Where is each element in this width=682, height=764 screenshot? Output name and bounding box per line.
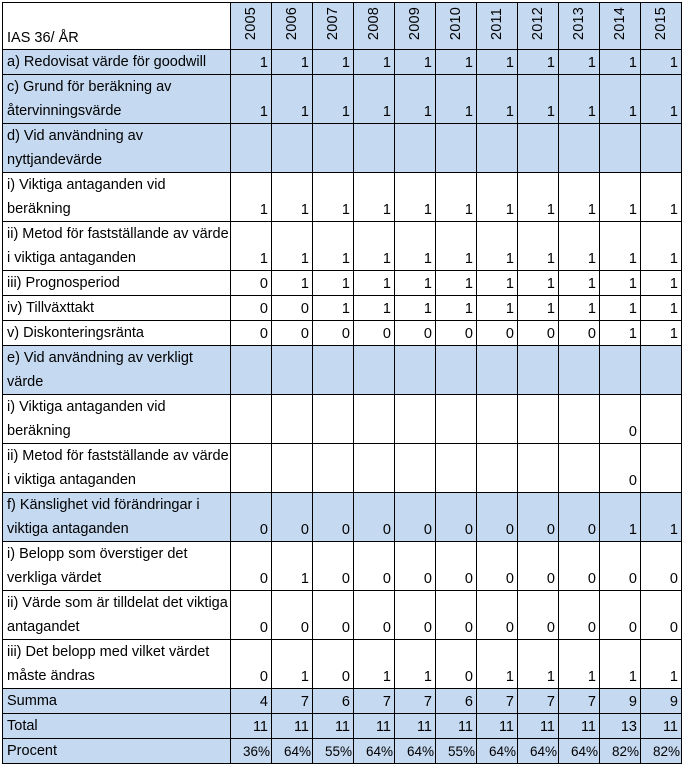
value-cell[interactable]: 1	[641, 173, 682, 222]
value-cell[interactable]: 0	[354, 493, 395, 542]
value-cell[interactable]: 9	[600, 689, 641, 714]
value-cell[interactable]: 0	[559, 542, 600, 591]
table-row	[3, 395, 682, 444]
year-header[interactable]: 2007	[313, 3, 354, 50]
ias36-disclosure-table	[2, 2, 682, 764]
value-cell[interactable]: 1	[272, 271, 313, 296]
value-cell[interactable]: 1	[395, 50, 436, 75]
value-cell[interactable]: 0	[518, 591, 559, 640]
value-cell[interactable]: 1	[395, 640, 436, 689]
value-cell[interactable]	[641, 124, 682, 173]
value-cell[interactable]: 11	[518, 714, 559, 739]
value-cell[interactable]: 0	[231, 640, 272, 689]
value-cell[interactable]: 1	[231, 75, 272, 124]
value-cell[interactable]: 1	[559, 296, 600, 321]
value-cell[interactable]: 0	[518, 493, 559, 542]
table-row	[3, 689, 682, 714]
value-cell[interactable]: 1	[559, 75, 600, 124]
table-row	[3, 714, 682, 739]
value-cell[interactable]: 1	[354, 296, 395, 321]
value-cell[interactable]: 0	[436, 493, 477, 542]
value-cell[interactable]: 1	[231, 222, 272, 271]
row-label[interactable]: Total	[3, 714, 231, 739]
value-cell[interactable]: 0	[395, 542, 436, 591]
value-cell[interactable]: 1	[477, 173, 518, 222]
value-cell[interactable]: 36%	[231, 739, 272, 764]
value-cell[interactable]: 1	[600, 222, 641, 271]
value-cell[interactable]: 0	[436, 591, 477, 640]
value-cell[interactable]: 0	[272, 296, 313, 321]
value-cell[interactable]: 1	[395, 173, 436, 222]
value-cell[interactable]: 0	[559, 591, 600, 640]
value-cell[interactable]	[313, 395, 354, 444]
value-cell[interactable]: 1	[313, 50, 354, 75]
value-cell[interactable]	[559, 346, 600, 395]
value-cell[interactable]	[641, 346, 682, 395]
row-label[interactable]: v) Diskonteringsränta	[3, 321, 231, 346]
value-cell[interactable]: 13	[600, 714, 641, 739]
value-cell[interactable]: 0	[518, 542, 559, 591]
row-label[interactable]: ii) Metod för fastställande av värde i viktiga antaganden	[3, 444, 231, 493]
value-cell[interactable]: 64%	[559, 739, 600, 764]
value-cell[interactable]: 7	[354, 689, 395, 714]
value-cell[interactable]	[477, 346, 518, 395]
value-cell[interactable]: 1	[641, 271, 682, 296]
row-label[interactable]: iii) Prognosperiod	[3, 271, 231, 296]
value-cell[interactable]: 1	[518, 173, 559, 222]
value-cell[interactable]	[231, 395, 272, 444]
value-cell[interactable]: 0	[641, 542, 682, 591]
value-cell[interactable]: 1	[477, 640, 518, 689]
value-cell[interactable]: 1	[641, 640, 682, 689]
value-cell[interactable]: 1	[436, 75, 477, 124]
value-cell[interactable]: 0	[436, 640, 477, 689]
value-cell[interactable]: 1	[641, 222, 682, 271]
value-cell[interactable]: 6	[313, 689, 354, 714]
value-cell[interactable]: 1	[559, 50, 600, 75]
value-cell[interactable]: 1	[395, 222, 436, 271]
value-cell[interactable]: 1	[436, 222, 477, 271]
value-cell[interactable]	[518, 395, 559, 444]
row-label[interactable]: f) Känslighet vid förändringar i viktiga antaganden	[3, 493, 231, 542]
value-cell[interactable]: 1	[272, 222, 313, 271]
value-cell[interactable]: 11	[559, 714, 600, 739]
value-cell[interactable]: 0	[600, 395, 641, 444]
value-cell[interactable]	[600, 346, 641, 395]
table-row	[3, 346, 682, 395]
value-cell[interactable]: 64%	[272, 739, 313, 764]
value-cell[interactable]: 1	[354, 75, 395, 124]
table-row	[3, 173, 682, 222]
value-cell[interactable]: 7	[395, 689, 436, 714]
value-cell[interactable]: 0	[313, 542, 354, 591]
year-header[interactable]: 2009	[395, 3, 436, 50]
value-cell[interactable]: 1	[477, 75, 518, 124]
value-cell[interactable]: 1	[600, 75, 641, 124]
value-cell[interactable]: 0	[231, 591, 272, 640]
value-cell[interactable]: 11	[641, 714, 682, 739]
value-cell[interactable]: 1	[313, 271, 354, 296]
value-cell[interactable]	[641, 444, 682, 493]
value-cell[interactable]: 1	[313, 75, 354, 124]
value-cell[interactable]: 82%	[600, 739, 641, 764]
row-label[interactable]: Procent	[3, 739, 231, 764]
value-cell[interactable]: 0	[600, 591, 641, 640]
value-cell[interactable]: 1	[600, 173, 641, 222]
value-cell[interactable]: 1	[559, 173, 600, 222]
value-cell[interactable]	[518, 346, 559, 395]
value-cell[interactable]: 1	[272, 542, 313, 591]
value-cell[interactable]: 82%	[641, 739, 682, 764]
value-cell[interactable]	[395, 346, 436, 395]
value-cell[interactable]: 0	[231, 271, 272, 296]
value-cell[interactable]: 1	[600, 321, 641, 346]
value-cell[interactable]	[395, 124, 436, 173]
value-cell[interactable]: 1	[641, 296, 682, 321]
table-row	[3, 124, 682, 173]
value-cell[interactable]: 7	[272, 689, 313, 714]
row-label[interactable]: i) Belopp som överstiger det verkliga värdet	[3, 542, 231, 591]
value-cell[interactable]	[395, 395, 436, 444]
row-label[interactable]: ii) Metod för fastställande av värde i viktiga antaganden	[3, 222, 231, 271]
value-cell[interactable]: 1	[354, 50, 395, 75]
value-cell[interactable]: 0	[354, 542, 395, 591]
header-row	[3, 3, 682, 50]
value-cell[interactable]: 0	[395, 591, 436, 640]
table-row	[3, 222, 682, 271]
year-header[interactable]: 2010	[436, 3, 477, 50]
value-cell[interactable]: 11	[313, 714, 354, 739]
value-cell[interactable]	[518, 444, 559, 493]
value-cell[interactable]: 9	[641, 689, 682, 714]
value-cell[interactable]	[231, 124, 272, 173]
row-label[interactable]: Summa	[3, 689, 231, 714]
value-cell[interactable]	[559, 395, 600, 444]
value-cell[interactable]: 0	[559, 321, 600, 346]
value-cell[interactable]: 11	[272, 714, 313, 739]
value-cell[interactable]: 1	[272, 50, 313, 75]
value-cell[interactable]: 1	[477, 50, 518, 75]
value-cell[interactable]: 6	[436, 689, 477, 714]
year-header[interactable]: 2005	[231, 3, 272, 50]
value-cell[interactable]	[436, 346, 477, 395]
value-cell[interactable]: 1	[231, 50, 272, 75]
value-cell[interactable]: 1	[354, 173, 395, 222]
value-cell[interactable]: 7	[518, 689, 559, 714]
value-cell[interactable]: 1	[436, 271, 477, 296]
value-cell[interactable]	[313, 346, 354, 395]
value-cell[interactable]	[395, 444, 436, 493]
row-label[interactable]: iv) Tillväxttakt	[3, 296, 231, 321]
value-cell[interactable]: 0	[272, 493, 313, 542]
value-cell[interactable]: 1	[518, 75, 559, 124]
value-cell[interactable]	[354, 346, 395, 395]
value-cell[interactable]	[518, 124, 559, 173]
value-cell[interactable]: 11	[436, 714, 477, 739]
value-cell[interactable]: 1	[272, 173, 313, 222]
row-label[interactable]: i) Viktiga antaganden vid beräkning	[3, 173, 231, 222]
value-cell[interactable]: 0	[231, 321, 272, 346]
value-cell[interactable]: 1	[518, 271, 559, 296]
value-cell[interactable]: 0	[477, 542, 518, 591]
value-cell[interactable]	[436, 444, 477, 493]
value-cell[interactable]: 1	[313, 222, 354, 271]
table-row	[3, 542, 682, 591]
value-cell[interactable]: 1	[436, 50, 477, 75]
value-cell[interactable]: 1	[641, 50, 682, 75]
value-cell[interactable]: 11	[231, 714, 272, 739]
value-cell[interactable]: 0	[477, 321, 518, 346]
value-cell[interactable]: 1	[272, 640, 313, 689]
value-cell[interactable]	[559, 124, 600, 173]
value-cell[interactable]: 1	[354, 271, 395, 296]
value-cell[interactable]	[354, 444, 395, 493]
row-label[interactable]: d) Vid användning av nyttjandevärde	[3, 124, 231, 173]
value-cell[interactable]: 1	[395, 296, 436, 321]
row-label[interactable]: ii) Värde som är tilldelat det viktiga antagandet	[3, 591, 231, 640]
value-cell[interactable]	[231, 444, 272, 493]
value-cell[interactable]: 1	[518, 640, 559, 689]
value-cell[interactable]: 64%	[518, 739, 559, 764]
value-cell[interactable]: 0	[477, 591, 518, 640]
value-cell[interactable]	[477, 395, 518, 444]
value-cell[interactable]: 0	[313, 591, 354, 640]
value-cell[interactable]	[354, 124, 395, 173]
value-cell[interactable]: 0	[600, 542, 641, 591]
value-cell[interactable]: 1	[641, 493, 682, 542]
value-cell[interactable]	[231, 346, 272, 395]
value-cell[interactable]: 11	[477, 714, 518, 739]
value-cell[interactable]: 1	[354, 640, 395, 689]
value-cell[interactable]	[477, 444, 518, 493]
value-cell[interactable]: 0	[354, 591, 395, 640]
value-cell[interactable]: 0	[559, 493, 600, 542]
value-cell[interactable]: 0	[600, 444, 641, 493]
value-cell[interactable]: 1	[559, 640, 600, 689]
year-header[interactable]: 2011	[477, 3, 518, 50]
value-cell[interactable]: 1	[600, 493, 641, 542]
value-cell[interactable]: 64%	[477, 739, 518, 764]
value-cell[interactable]: 0	[313, 493, 354, 542]
year-header[interactable]: 2006	[272, 3, 313, 50]
value-cell[interactable]: 0	[313, 321, 354, 346]
value-cell[interactable]	[436, 395, 477, 444]
year-header[interactable]: 2014	[600, 3, 641, 50]
value-cell[interactable]: 1	[641, 75, 682, 124]
row-label[interactable]: i) Viktiga antaganden vid beräkning	[3, 395, 231, 444]
value-cell[interactable]: 1	[600, 296, 641, 321]
value-cell[interactable]: 1	[395, 75, 436, 124]
value-cell[interactable]: 7	[477, 689, 518, 714]
value-cell[interactable]: 0	[477, 493, 518, 542]
value-cell[interactable]: 1	[477, 296, 518, 321]
value-cell[interactable]: 1	[518, 296, 559, 321]
value-cell[interactable]: 1	[436, 173, 477, 222]
value-cell[interactable]: 0	[436, 321, 477, 346]
value-cell[interactable]: 1	[559, 222, 600, 271]
value-cell[interactable]	[272, 124, 313, 173]
year-header[interactable]: 2015	[641, 3, 682, 50]
value-cell[interactable]: 1	[477, 222, 518, 271]
value-cell[interactable]: 0	[436, 542, 477, 591]
table-row	[3, 75, 682, 124]
value-cell[interactable]: 1	[313, 296, 354, 321]
value-cell[interactable]: 0	[231, 296, 272, 321]
table-row	[3, 739, 682, 764]
table-row	[3, 271, 682, 296]
value-cell[interactable]	[272, 444, 313, 493]
table-row	[3, 640, 682, 689]
value-cell[interactable]: 7	[559, 689, 600, 714]
value-cell[interactable]: 1	[559, 271, 600, 296]
value-cell[interactable]: 4	[231, 689, 272, 714]
value-cell[interactable]: 55%	[313, 739, 354, 764]
value-cell[interactable]	[436, 124, 477, 173]
value-cell[interactable]	[354, 395, 395, 444]
value-cell[interactable]: 64%	[354, 739, 395, 764]
value-cell[interactable]: 1	[395, 271, 436, 296]
value-cell[interactable]: 0	[395, 321, 436, 346]
value-cell[interactable]: 0	[231, 542, 272, 591]
value-cell[interactable]	[600, 124, 641, 173]
value-cell[interactable]	[641, 395, 682, 444]
value-cell[interactable]: 1	[313, 173, 354, 222]
value-cell[interactable]: 64%	[395, 739, 436, 764]
table-row	[3, 591, 682, 640]
value-cell[interactable]	[559, 444, 600, 493]
value-cell[interactable]: 0	[272, 591, 313, 640]
value-cell[interactable]	[272, 346, 313, 395]
corner-label[interactable]: IAS 36/ ÅR	[3, 3, 231, 50]
value-cell[interactable]: 1	[600, 271, 641, 296]
value-cell[interactable]: 1	[600, 50, 641, 75]
table-row	[3, 444, 682, 493]
year-header[interactable]: 2012	[518, 3, 559, 50]
value-cell[interactable]: 0	[313, 640, 354, 689]
table-row	[3, 50, 682, 75]
value-cell[interactable]: 1	[231, 173, 272, 222]
value-cell[interactable]: 1	[477, 271, 518, 296]
table-row	[3, 321, 682, 346]
value-cell[interactable]: 0	[231, 493, 272, 542]
value-cell[interactable]: 1	[641, 321, 682, 346]
value-cell[interactable]: 0	[518, 321, 559, 346]
row-label[interactable]: iii) Det belopp med vilket värdet måste ändras	[3, 640, 231, 689]
row-label[interactable]: a) Redovisat värde för goodwill	[3, 50, 231, 75]
table-row	[3, 296, 682, 321]
value-cell[interactable]: 1	[272, 75, 313, 124]
value-cell[interactable]: 55%	[436, 739, 477, 764]
value-cell[interactable]: 11	[354, 714, 395, 739]
value-cell[interactable]: 0	[354, 321, 395, 346]
value-cell[interactable]: 0	[395, 493, 436, 542]
year-header[interactable]: 2008	[354, 3, 395, 50]
value-cell[interactable]: 1	[436, 296, 477, 321]
table-row	[3, 493, 682, 542]
value-cell[interactable]: 11	[395, 714, 436, 739]
value-cell[interactable]	[272, 395, 313, 444]
value-cell[interactable]: 0	[641, 591, 682, 640]
value-cell[interactable]: 0	[272, 321, 313, 346]
value-cell[interactable]: 1	[518, 222, 559, 271]
value-cell[interactable]: 1	[518, 50, 559, 75]
row-label[interactable]: e) Vid användning av verkligt värde	[3, 346, 231, 395]
row-label[interactable]: c) Grund för beräkning av återvinningsvärde	[3, 75, 231, 124]
value-cell[interactable]	[477, 124, 518, 173]
value-cell[interactable]: 1	[354, 222, 395, 271]
value-cell[interactable]: 1	[600, 640, 641, 689]
value-cell[interactable]	[313, 444, 354, 493]
value-cell[interactable]	[313, 124, 354, 173]
year-header[interactable]: 2013	[559, 3, 600, 50]
